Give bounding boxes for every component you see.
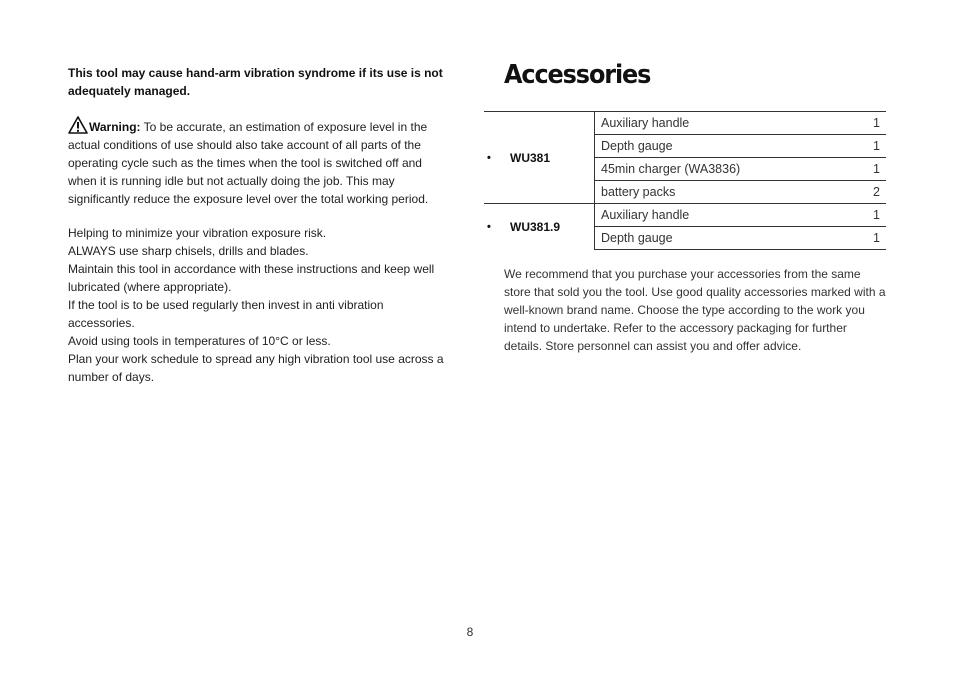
bullet: • <box>487 151 491 164</box>
tip-line: Helping to minimize your vibration exposure risk. <box>68 226 327 240</box>
accessory-name: battery packs <box>595 181 841 204</box>
model-cell <box>484 204 595 250</box>
accessory-name: Depth gauge <box>595 135 841 158</box>
warning-text: To be accurate, an estimation of exposure level in the actual conditions of use should also take account of all parts of the operating cycle such as the times when the tool is switched off and when it is running idle but not actually doing the job. This may significantly reduce the exposure level over the total working period. <box>68 120 429 206</box>
warning-paragraph <box>68 116 452 208</box>
model-cell <box>484 112 595 204</box>
warning-triangle-icon <box>68 116 88 134</box>
bullet: • <box>487 220 491 233</box>
accessory-qty: 1 <box>840 158 886 181</box>
accessory-qty: 1 <box>840 112 886 135</box>
accessory-qty: 1 <box>840 135 886 158</box>
accessory-qty: 2 <box>840 181 886 204</box>
accessory-name: Auxiliary handle <box>595 112 841 135</box>
tip-line: Maintain this tool in accordance with these instructions and keep well lubricated (where appropriate). <box>68 262 435 294</box>
tip-line: Plan your work schedule to spread any high vibration tool use across a number of days. <box>68 352 444 384</box>
accessory-qty: 1 <box>840 204 886 227</box>
tip-line: ALWAYS use sharp chisels, drills and blades. <box>68 244 309 258</box>
page-number: 8 <box>466 625 474 639</box>
accessory-name: Depth gauge <box>595 227 841 250</box>
warning-label: Warning: <box>89 120 141 134</box>
accessories-table <box>484 111 886 250</box>
accessories-heading: Accessories <box>504 60 651 90</box>
right-column <box>504 60 886 90</box>
table-row <box>484 204 886 227</box>
accessory-qty: 1 <box>840 227 886 250</box>
left-column <box>68 64 452 386</box>
model-name: WU381 <box>510 150 551 165</box>
recommendation-paragraph: We recommend that you purchase your accessories from the same store that sold you the tool. Use good quality accessories marked with a well-known brand name. Choose the type according to the work you intend to undertake. Refer to the accessory packaging for further details. Store personnel can assist you and offer advice. <box>504 267 886 353</box>
vibration-tips <box>68 224 452 386</box>
tip-line: If the tool is to be used regularly then invest in anti vibration accessories. <box>68 298 384 330</box>
table-row <box>484 112 886 135</box>
tip-line: Avoid using tools in temperatures of 10°C or less. <box>68 334 331 348</box>
accessory-name: 45min charger (WA3836) <box>595 158 841 181</box>
accessory-name: Auxiliary handle <box>595 204 841 227</box>
model-name: WU381.9 <box>510 219 561 234</box>
vibration-notice: This tool may cause hand-arm vibration syndrome if its use is not adequately managed. <box>68 66 443 98</box>
